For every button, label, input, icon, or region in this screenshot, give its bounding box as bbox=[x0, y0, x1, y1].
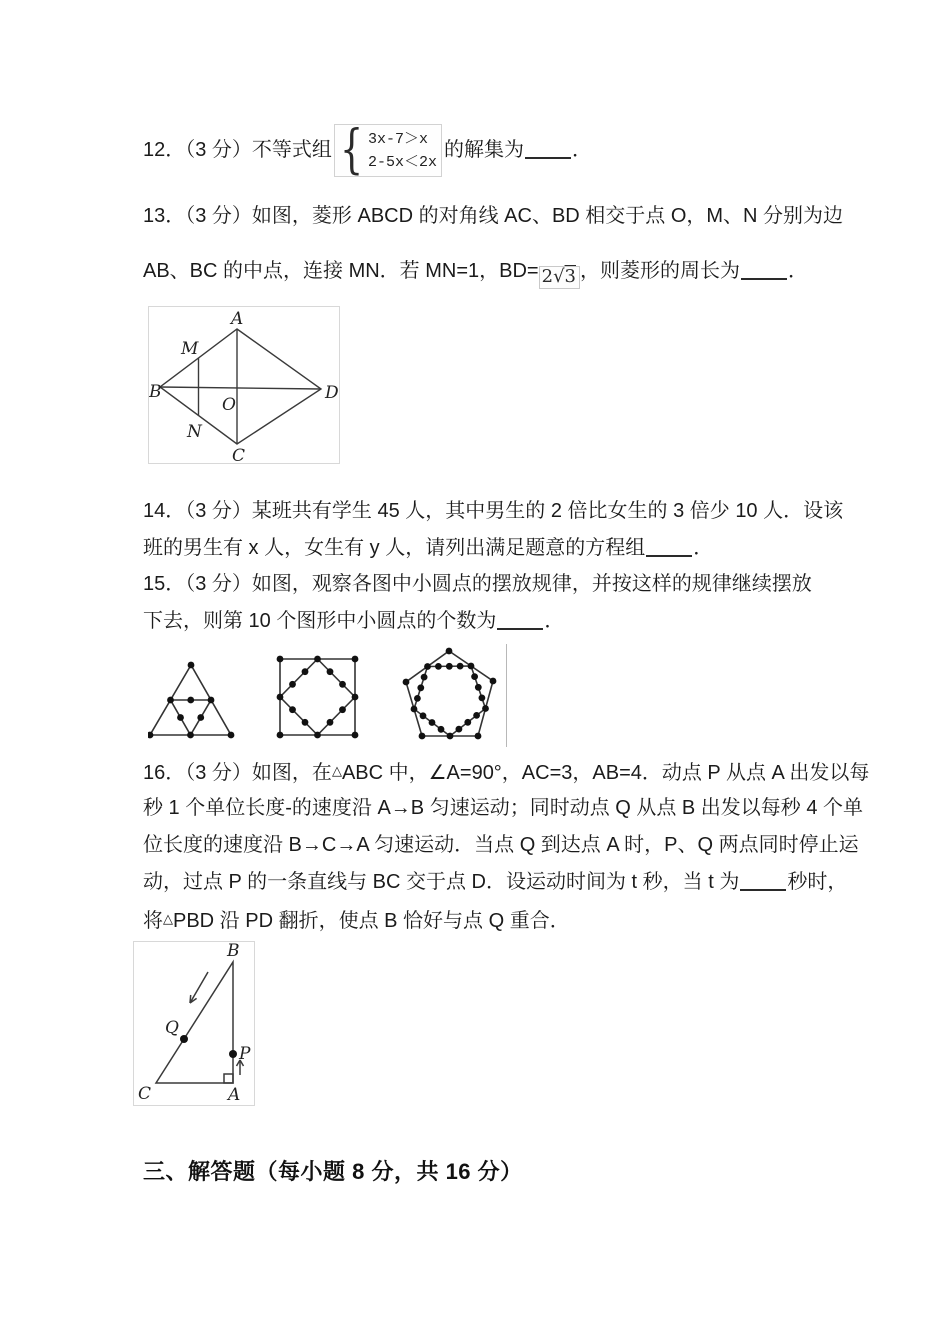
q15-dot-pattern-figure bbox=[148, 644, 507, 747]
section-3-header: 三、解答题（每小题 8 分，共 16 分） bbox=[143, 1159, 523, 1184]
q14-period: ． bbox=[693, 537, 714, 559]
q14-line2-text: 班的男生有 x 人，女生有 y 人，请列出满足题意的方程组 bbox=[143, 537, 646, 559]
q12-period: ． bbox=[572, 139, 593, 161]
question-12-line bbox=[143, 120, 593, 181]
rhombus-figure-svg bbox=[149, 307, 339, 463]
system-brace: { bbox=[339, 120, 364, 181]
label-N: N bbox=[187, 422, 202, 442]
system-lines bbox=[368, 128, 437, 174]
q15-period: ． bbox=[544, 610, 565, 632]
question-16-line-2 bbox=[143, 794, 863, 822]
question-13-line-2 bbox=[143, 254, 808, 288]
q12-inequality-system-image bbox=[334, 120, 442, 181]
question-16-line-3 bbox=[143, 831, 859, 859]
q14-answer-blank bbox=[646, 553, 692, 557]
sqrt-radical-sign: √ bbox=[553, 266, 565, 287]
question-15-line-1 bbox=[143, 570, 812, 598]
label-A: A bbox=[228, 1085, 241, 1105]
question-15-line-2 bbox=[143, 607, 564, 635]
triangle-symbol: △ bbox=[331, 763, 342, 778]
right-triangle-svg bbox=[134, 942, 254, 1105]
sqrt-radicand: 3 bbox=[564, 266, 576, 287]
pattern-square-lines bbox=[280, 659, 355, 735]
triangle-point-dots bbox=[180, 1035, 237, 1058]
label-C: C bbox=[232, 446, 246, 463]
pattern-pentagon-dots bbox=[403, 648, 497, 740]
q13-period: ． bbox=[788, 260, 808, 282]
question-14-line-1 bbox=[143, 497, 843, 525]
q16-triangle-figure bbox=[133, 941, 255, 1106]
sqrt-coefficient: 2 bbox=[541, 266, 554, 287]
label-B: B bbox=[149, 382, 162, 402]
q16-line2-text: 秒 1 个单位长度-的速度沿 A→B 匀速运动；同时动点 Q 从点 B 出发以每秒 4 个单 bbox=[143, 797, 864, 819]
inequality-2: 2-5x＜2x bbox=[368, 153, 438, 171]
inequality-1: 3x-7＞x bbox=[368, 130, 429, 148]
q16-line5-post: PBD 沿 PD 翻折，使点 B 恰好与点 Q 重合． bbox=[173, 910, 570, 932]
q16-line4-post: 秒时， bbox=[787, 871, 848, 893]
q15-line1-text: 15．（3 分）如图，观察各图中小圆点的摆放规律，并按这样的规律继续摆放 bbox=[143, 573, 812, 595]
q12-answer-blank bbox=[525, 155, 571, 159]
pattern-square-dots bbox=[277, 656, 359, 739]
question-13-line-1 bbox=[143, 202, 843, 230]
label-O: O bbox=[222, 395, 236, 415]
question-16-line-5 bbox=[143, 905, 570, 935]
pattern-triangle-dots bbox=[148, 662, 234, 739]
q13-line1-text: 13．（3 分）如图，菱形 ABCD 的对角线 AC、BD 相交于点 O，M、N 分别为边 bbox=[143, 205, 844, 227]
label-B: B bbox=[227, 942, 240, 961]
q13-sqrt-image bbox=[539, 266, 580, 289]
label-P: P bbox=[239, 1044, 251, 1064]
q13-rhombus-figure bbox=[148, 306, 340, 464]
q16-line1-pre: 16．（3 分）如图，在 bbox=[143, 762, 332, 784]
q12-after-text: 的解集为 bbox=[444, 139, 525, 161]
point-P-dot bbox=[229, 1050, 237, 1058]
question-14-line-2 bbox=[143, 534, 713, 562]
label-C: C bbox=[138, 1084, 152, 1104]
label-D: D bbox=[325, 383, 339, 403]
q16-line3-text: 位长度的速度沿 B→C→A 匀速运动．当点 Q 到达点 A 时，P、Q 两点同时停止运 bbox=[143, 834, 859, 856]
label-Q: Q bbox=[165, 1018, 179, 1038]
q15-line2-text: 下去，则第 10 个图形中小圆点的个数为 bbox=[143, 610, 497, 632]
q12-lead-text: 12．（3 分）不等式组 bbox=[143, 139, 332, 161]
label-A: A bbox=[231, 309, 244, 329]
q16-line4-pre: 动，过点 P 的一条直线与 BC 交于点 D．设运动时间为 t 秒，当 t 为 bbox=[143, 871, 740, 893]
q14-line1-text: 14．（3 分）某班共有学生 45 人，其中男生的 2 倍比女生的 3 倍少 10 人．设该 bbox=[143, 500, 844, 522]
dot-pattern-svg bbox=[148, 644, 506, 747]
q13-answer-blank bbox=[741, 276, 787, 280]
q16-line1-post: ABC 中，∠A=90°，AC=3，AB=4．动点 P 从点 A 出发以每 bbox=[341, 762, 870, 784]
q15-answer-blank bbox=[497, 626, 543, 630]
triangle-symbol-2: △ bbox=[163, 911, 173, 926]
q16-answer-blank bbox=[740, 887, 786, 891]
point-Q-dot bbox=[180, 1035, 188, 1043]
q13-line2-after: ，则菱形的周长为 bbox=[580, 260, 740, 282]
q13-line2-before: AB、BC 的中点，连接 MN．若 MN=1，BD= bbox=[143, 260, 539, 282]
question-16-line-4 bbox=[143, 868, 847, 896]
label-M: M bbox=[181, 339, 199, 359]
q16-line5-pre: 将 bbox=[143, 910, 163, 932]
question-16-line-1 bbox=[143, 757, 869, 787]
